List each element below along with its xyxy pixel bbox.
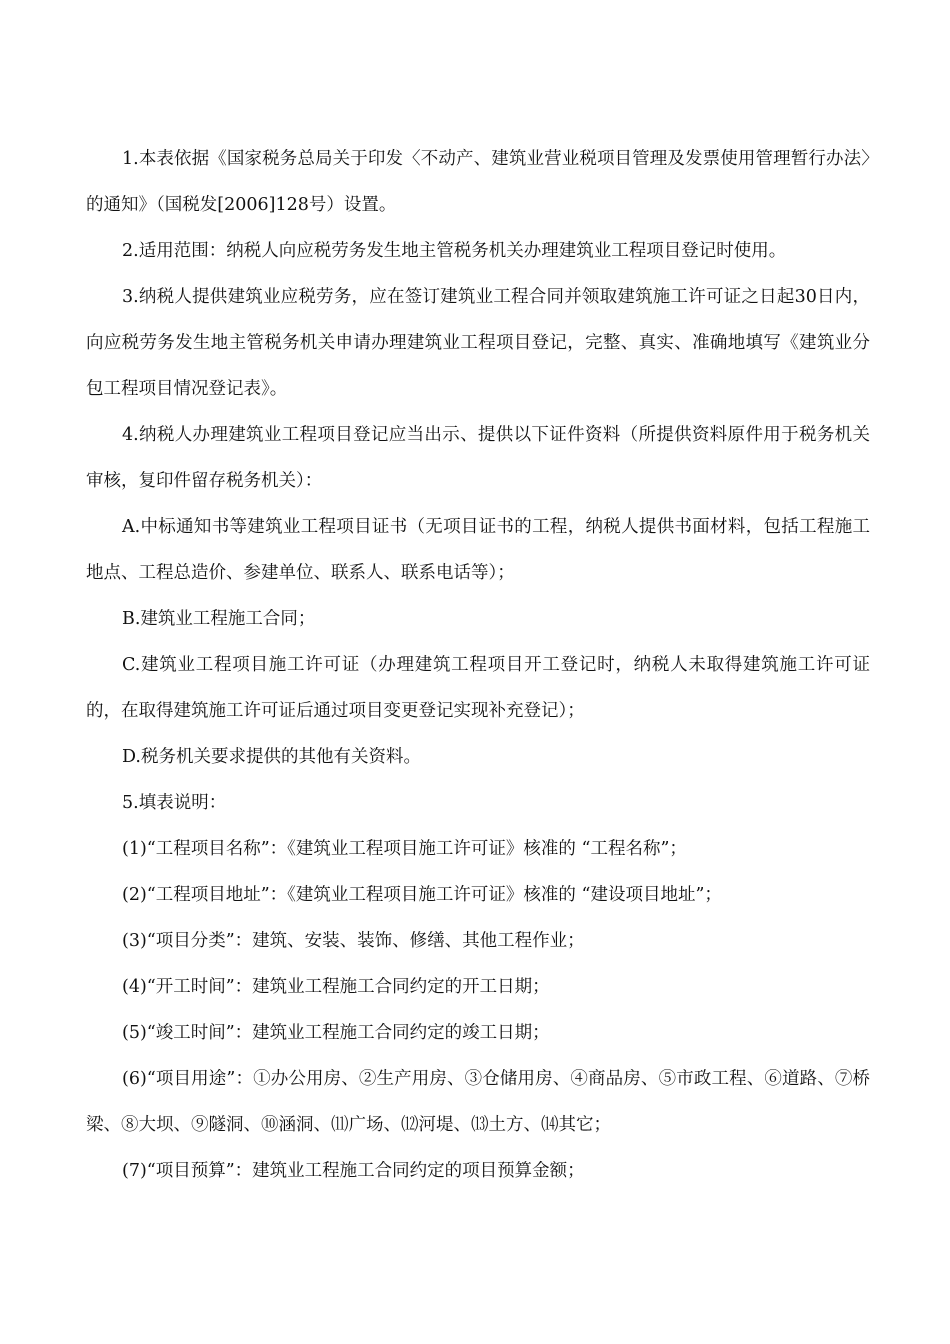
paragraph-field-project-use: (6)“项目用途”：①办公用房、②生产用房、③仓储用房、④商品房、⑤市政工程、⑥道路、⑦桥梁、⑧大坝、⑨隧洞、⑩涵洞、⑾广场、⑿河堤、⒀土方、⒁其它；	[86, 1069, 870, 1135]
paragraph-field-start-time: (4)“开工时间”：建筑业工程施工合同约定的开工日期；	[122, 977, 550, 997]
paragraph-field-completion-time: (5)“竣工时间”：建筑业工程施工合同约定的竣工日期；	[122, 1023, 550, 1043]
paragraph-item-b: B.建筑业工程施工合同；	[122, 609, 316, 629]
paragraph-registration-deadline: 3.纳税人提供建筑业应税劳务，应在签订建筑业工程合同并领取建筑施工许可证之日起30日内，向应税劳务发生地主管税务机关申请办理建筑业工程项目登记，完整、真实、准确地填写《建筑业分包工程项目情况登记表》。	[86, 287, 870, 399]
paragraph-field-project-category: (3)“项目分类”：建筑、安装、装饰、修缮、其他工程作业；	[122, 931, 585, 951]
paragraph-field-project-name: (1)“工程项目名称”：《建筑业工程项目施工许可证》核准的 “工程名称”；	[122, 839, 687, 859]
paragraph-basis: 1.本表依据《国家税务总局关于印发〈不动产、建筑业营业税项目管理及发票使用管理暂行办法〉的通知》（国税发[2006]128号）设置。	[86, 149, 870, 215]
paragraph-field-project-budget: (7)“项目预算”：建筑业工程施工合同约定的项目预算金额；	[122, 1161, 585, 1181]
paragraph-fill-instructions: 5.填表说明：	[122, 793, 227, 813]
instructions-body	[86, 136, 870, 1194]
paragraph-item-c: C.建筑业工程项目施工许可证（办理建筑工程项目开工登记时，纳税人未取得建筑施工许可证的，在取得建筑施工许可证后通过项目变更登记实现补充登记）；	[86, 655, 870, 721]
paragraph-item-a: A.中标通知书等建筑业工程项目证书（无项目证书的工程，纳税人提供书面材料，包括工程施工地点、工程总造价、参建单位、联系人、联系电话等）；	[86, 517, 870, 583]
paragraph-item-d: D.税务机关要求提供的其他有关资料。	[122, 747, 421, 767]
paragraph-required-documents: 4.纳税人办理建筑业工程项目登记应当出示、提供以下证件资料（所提供资料原件用于税务机关审核，复印件留存税务机关）：	[86, 425, 870, 491]
paragraph-field-project-address: (2)“工程项目地址”：《建筑业工程项目施工许可证》核准的 “建设项目地址”；	[122, 885, 722, 905]
paragraph-scope: 2.适用范围：纳税人向应税劳务发生地主管税务机关办理建筑业工程项目登记时使用。	[122, 241, 787, 261]
